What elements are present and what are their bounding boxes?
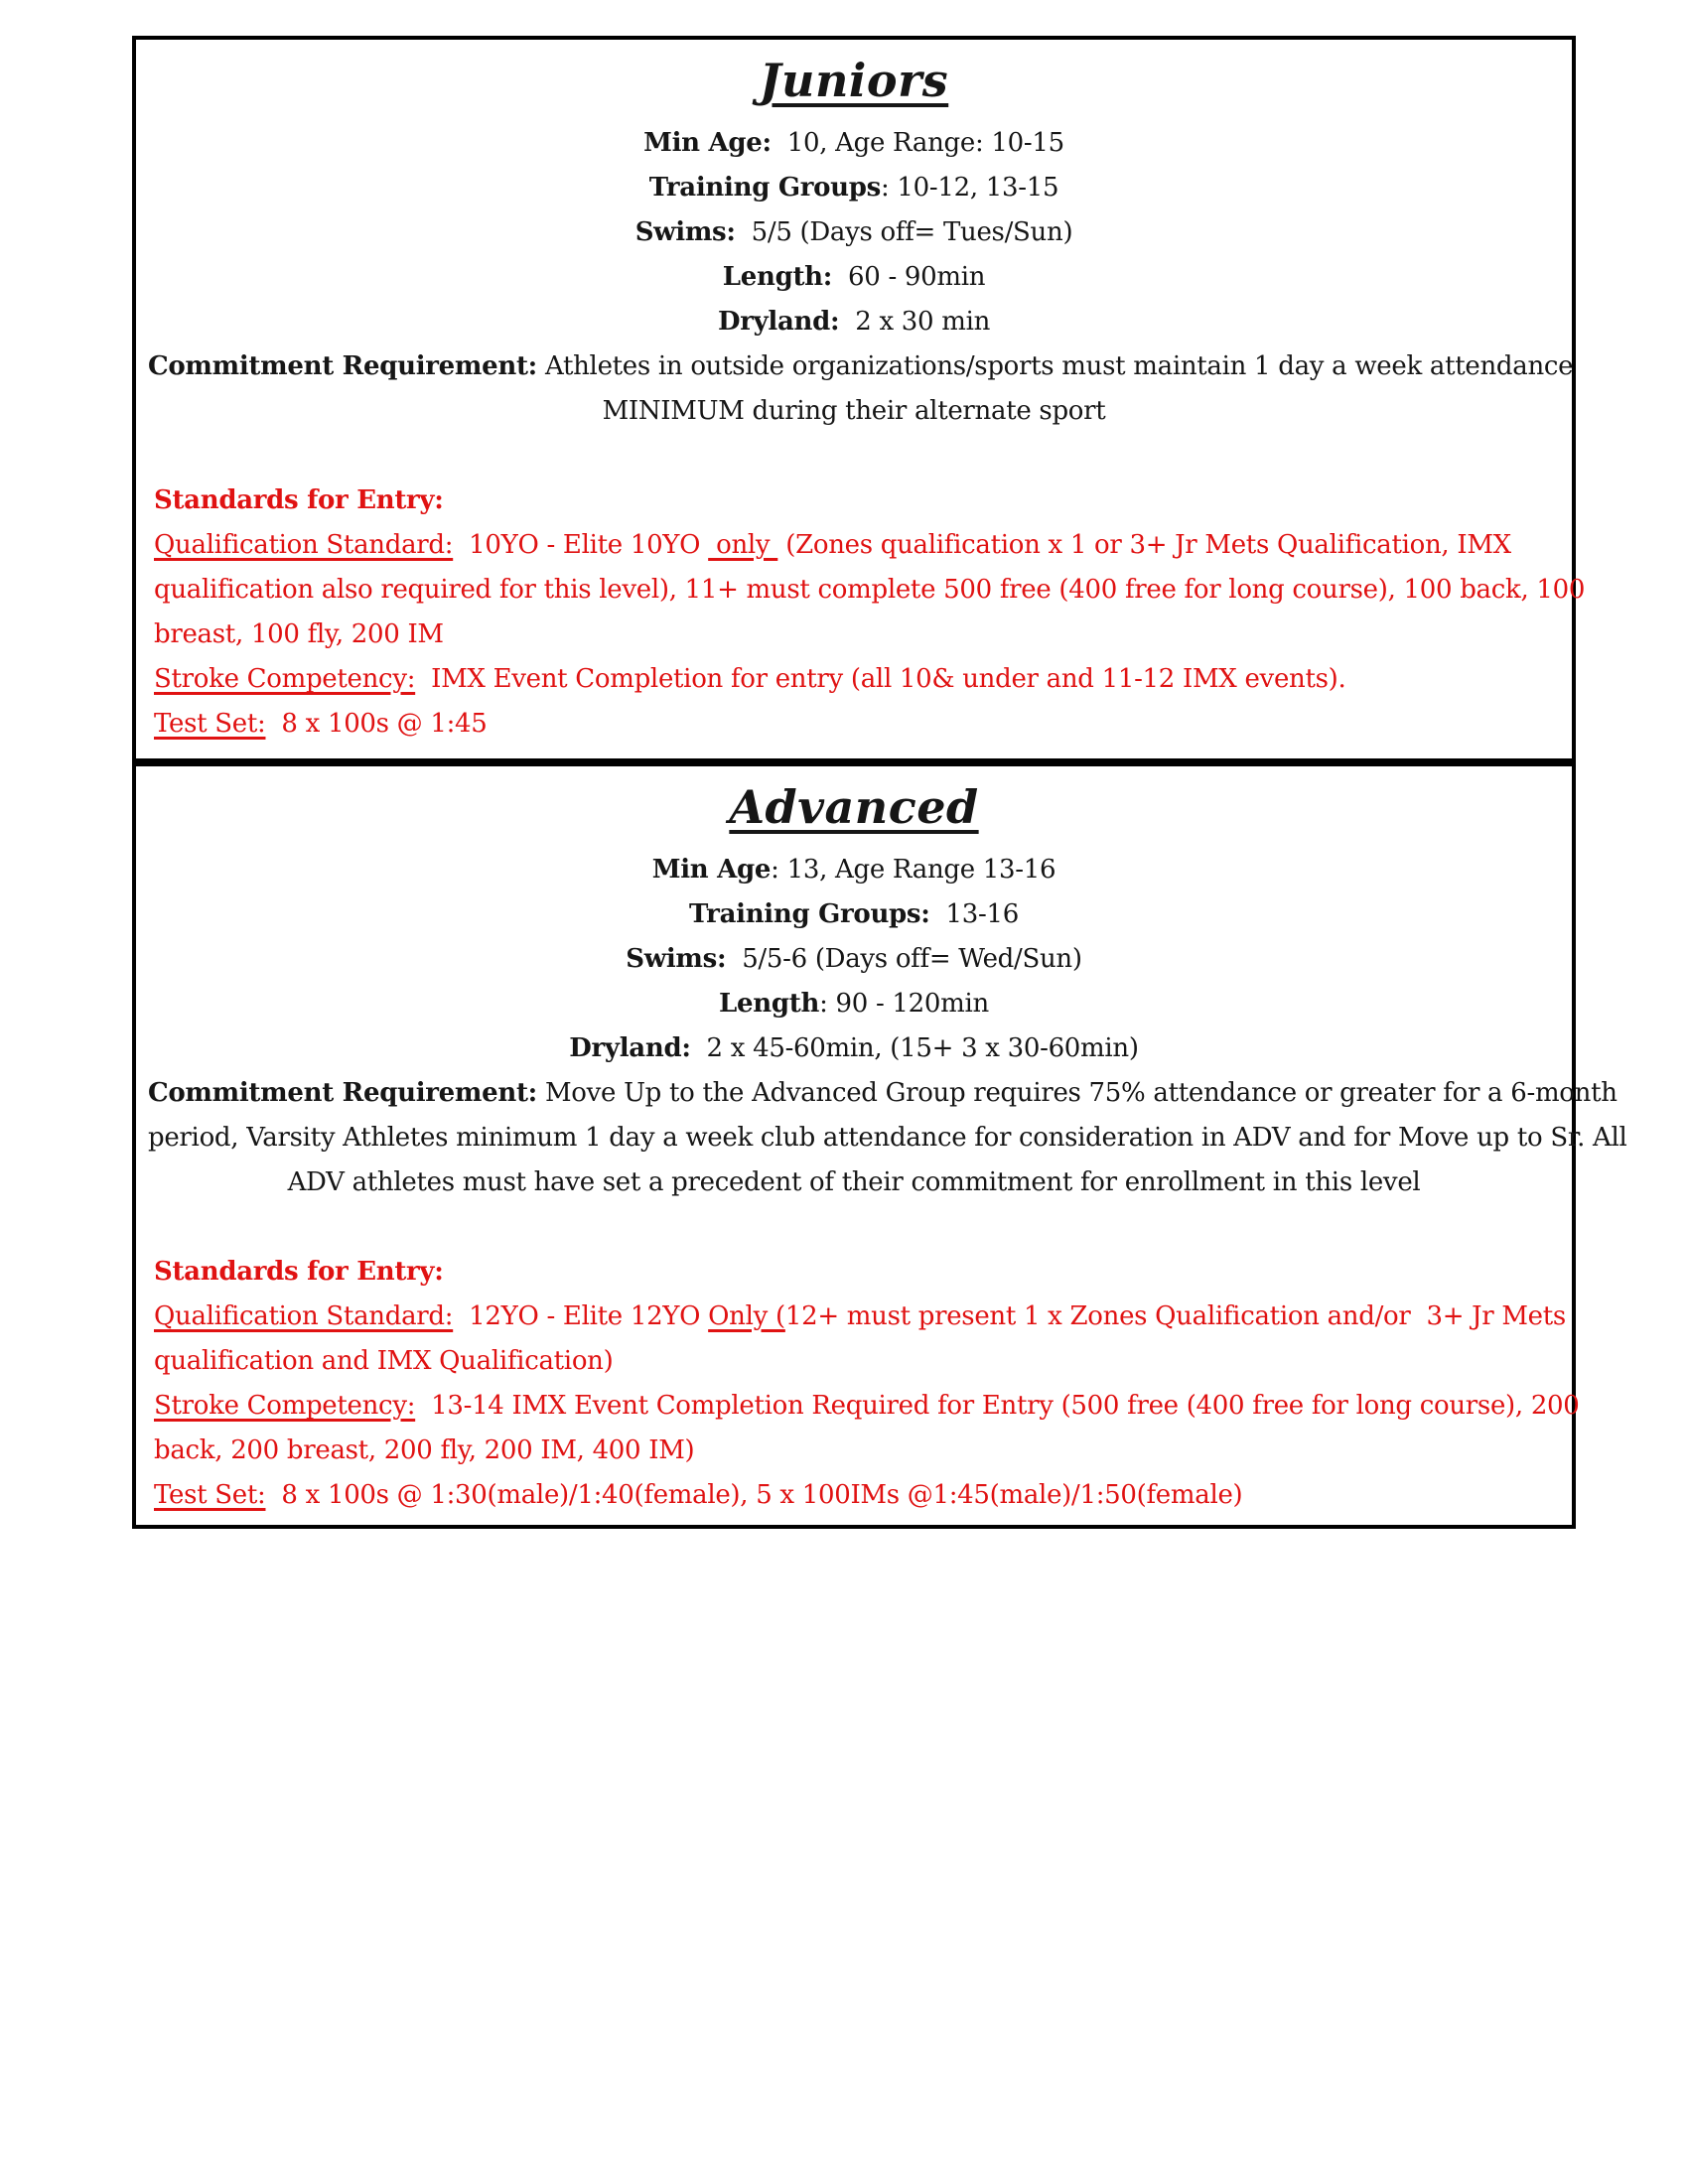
juniors-section [132,36,1586,762]
qualification-text: 12+ must present 1 x Zones Qualification and/or 3+ Jr Mets [784,1301,1566,1331]
training-groups-label: Training Groups [648,173,881,203]
commitment-label: Commitment Requirement: [148,1078,537,1108]
qualification-only-underlined: only [708,530,778,560]
advanced-commitment-line-3: ADV athletes must have set a precedent of their commitment for enrollment in this level [287,1167,1421,1197]
advanced-stroke-line-2: back, 200 breast, 200 fly, 200 IM, 400 IM) [154,1435,695,1465]
advanced-commitment-line-1 [148,1071,1618,1116]
juniors-dryland-line [148,300,1560,344]
juniors-min-age-line [148,121,1560,166]
commitment-label: Commitment Requirement: [148,351,537,381]
test-set-label: Test Set: [154,1480,266,1510]
advanced-min-age-line [148,848,1560,892]
qualification-text: 12YO - Elite 12YO [453,1301,709,1331]
advanced-training-groups-line [148,892,1560,937]
test-set-value: 8 x 100s @ 1:45 [265,709,488,739]
min-age-label: Min Age: [643,128,772,158]
training-groups-label: Training Groups: [689,899,930,929]
swims-label: Swims: [626,944,727,974]
advanced-section [132,762,1627,1529]
swims-value: 5/5-6 (Days off= Wed/Sun) [726,944,1082,974]
swims-value: 5/5 (Days off= Tues/Sun) [735,217,1073,247]
advanced-stroke-line-1 [148,1384,1580,1429]
juniors-title: Juniors [759,54,949,107]
length-value: : 90 - 120min [819,989,989,1019]
advanced-standards-heading: Standards for Entry: [154,1257,444,1287]
min-age-value: : 13, Age Range 13-16 [771,855,1056,885]
qualification-standard-label: Qualification Standard: [154,530,454,560]
advanced-qualification-line-2: qualification and IMX Qualification) [154,1346,614,1376]
juniors-qualification-line-1 [148,523,1560,568]
stroke-competency-label: Stroke Competency: [154,664,416,694]
qualification-text: 10YO - Elite 10YO [453,530,709,560]
qualification-only-underlined: Only ( [708,1301,785,1331]
dryland-label: Dryland: [717,307,840,337]
document-page [132,36,1627,1529]
advanced-commitment-line-2: period, Varsity Athletes minimum 1 day a week club attendance for consideration in ADV and for Move up to Sr. All [148,1123,1627,1153]
qualification-text: (Zones qualification x 1 or 3+ Jr Mets Qualification, IMX [777,530,1511,560]
advanced-qualification-line-1 [148,1295,1566,1339]
length-value: 60 - 90min [832,262,986,292]
advanced-swims-line [148,937,1560,982]
qualification-standard-label: Qualification Standard: [154,1301,454,1331]
min-age-value: 10, Age Range: 10-15 [771,128,1064,158]
juniors-qualification-line-3: breast, 100 fly, 200 IM [154,619,444,649]
stroke-text: 13-14 IMX Event Completion Required for Entry (500 free (400 free for long course), 200 [415,1391,1580,1421]
juniors-test-set-line [148,702,1560,747]
spacer [148,1205,1560,1250]
stroke-competency-label: Stroke Competency: [154,1391,416,1421]
dryland-value: 2 x 30 min [839,307,991,337]
advanced-dryland-line [148,1026,1560,1071]
juniors-qualification-line-2: qualification also required for this level), 11+ must complete 500 free (400 free for long course), 100 back, 100 [154,575,1586,605]
commitment-text: Move Up to the Advanced Group requires 75% attendance or greater for a 6-month [536,1078,1618,1108]
training-groups-value: : 10-12, 13-15 [881,173,1059,203]
advanced-test-set-line [148,1473,1560,1518]
commitment-text: Athletes in outside organizations/sports must maintain 1 day a week attendance [536,351,1574,381]
juniors-swims-line [148,210,1560,255]
dryland-value: 2 x 45-60min, (15+ 3 x 30-60min) [690,1033,1139,1063]
spacer [148,434,1560,478]
test-set-label: Test Set: [154,709,266,739]
juniors-stroke-line [148,657,1560,702]
advanced-length-line [148,982,1560,1026]
test-set-value: 8 x 100s @ 1:30(male)/1:40(female), 5 x 100IMs @1:45(male)/1:50(female) [265,1480,1243,1510]
juniors-commitment-line-1 [148,344,1574,389]
min-age-label: Min Age [651,855,772,885]
training-groups-value: 13-16 [929,899,1019,929]
length-label: Length: [722,262,833,292]
juniors-training-groups-line [148,166,1560,210]
juniors-commitment-line-2: MINIMUM during their alternate sport [602,396,1106,426]
juniors-length-line [148,255,1560,300]
length-label: Length [719,989,820,1019]
dryland-label: Dryland: [569,1033,691,1063]
juniors-standards-heading: Standards for Entry: [154,485,444,515]
advanced-title: Advanced [729,780,979,834]
stroke-text: IMX Event Completion for entry (all 10& under and 11-12 IMX events). [415,664,1346,694]
swims-label: Swims: [634,217,736,247]
